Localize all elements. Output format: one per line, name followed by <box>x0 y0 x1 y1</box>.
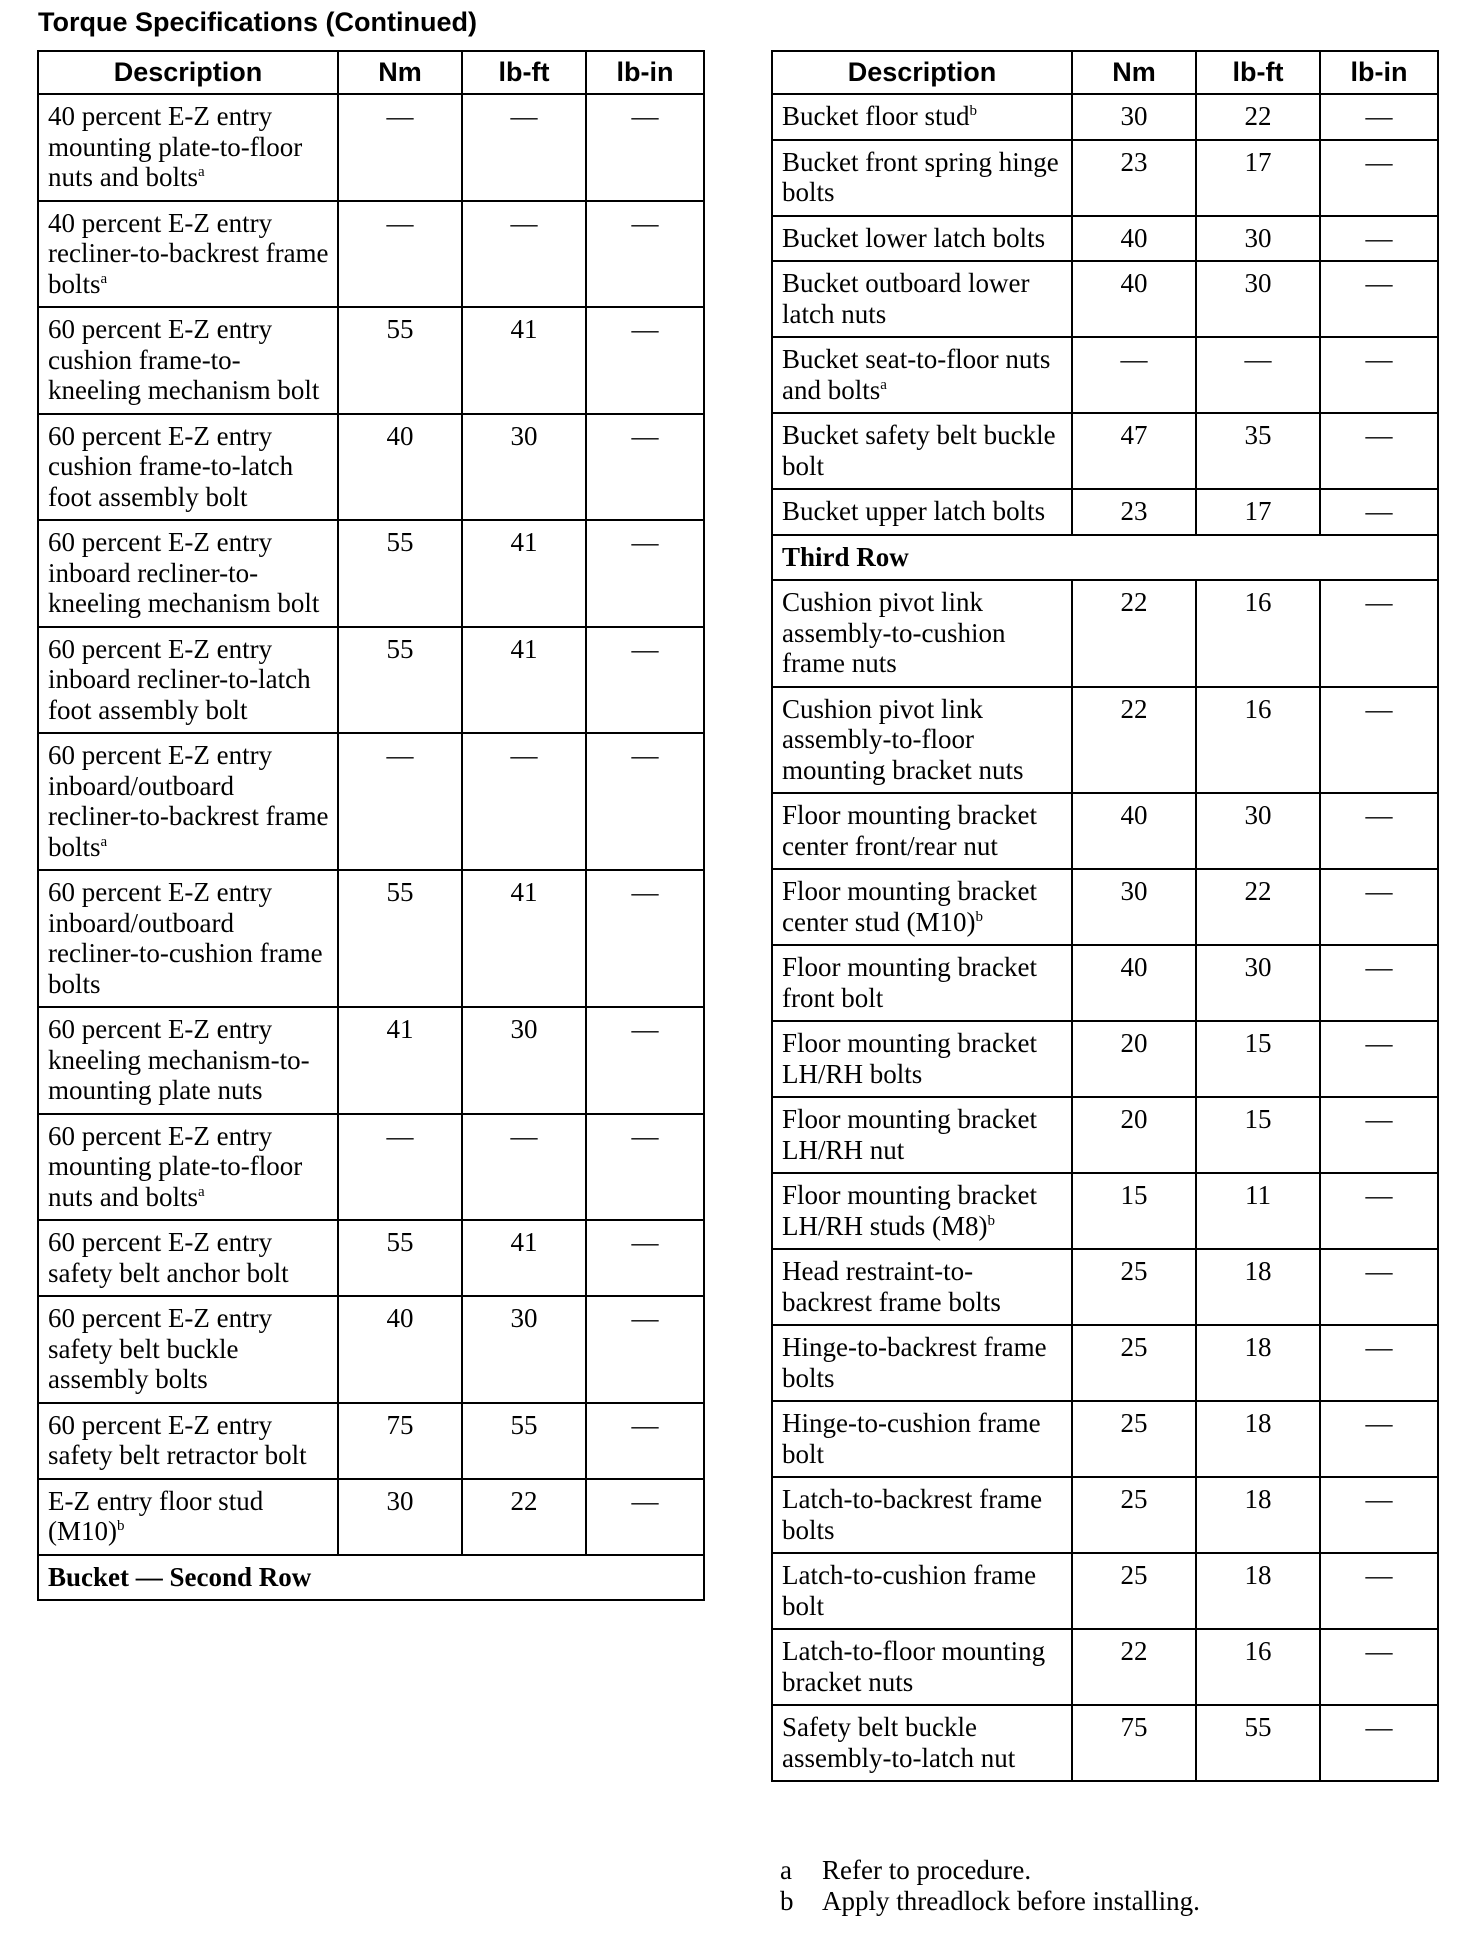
lbin-cell: — <box>1320 1173 1438 1249</box>
lbft-cell: 55 <box>462 1403 586 1479</box>
description-cell <box>38 1007 338 1114</box>
table-row <box>772 216 1438 262</box>
description-text: 60 percent E-Z entry inboard recliner-to-latch foot assembly bolt <box>48 633 311 725</box>
nm-cell: 30 <box>338 1479 462 1555</box>
nm-cell: 55 <box>338 520 462 627</box>
section-row <box>38 1555 704 1601</box>
table-row <box>772 580 1438 687</box>
lbin-cell: — <box>1320 869 1438 945</box>
description-cell <box>772 1477 1072 1553</box>
footnote-ref: b <box>969 103 977 119</box>
lbin-cell: — <box>586 733 704 870</box>
nm-cell: 22 <box>1072 580 1196 687</box>
lbin-cell: — <box>1320 580 1438 687</box>
nm-cell: 40 <box>1072 261 1196 337</box>
description-text: Floor mounting bracket center front/rear nut <box>782 800 1037 861</box>
table-row <box>38 870 704 1007</box>
description-text: Floor mounting bracket LH/RH studs (M8) <box>782 1180 1037 1241</box>
nm-cell: 25 <box>1072 1401 1196 1477</box>
table-row <box>772 1173 1438 1249</box>
description-text: 60 percent E-Z entry inboard/outboard recliner-to-cushion frame bolts <box>48 877 323 999</box>
table-row <box>772 337 1438 413</box>
nm-cell: 55 <box>338 627 462 734</box>
lbin-cell: — <box>1320 1249 1438 1325</box>
lbft-cell: 55 <box>1196 1705 1320 1781</box>
lbin-cell: — <box>1320 1325 1438 1401</box>
lbin-cell: — <box>1320 1629 1438 1705</box>
description-text: 60 percent E-Z entry inboard/outboard recliner-to-backrest frame bolts <box>48 740 329 862</box>
footnote-ref: a <box>198 164 205 180</box>
footnote-ref: a <box>880 376 887 393</box>
description-cell <box>38 627 338 734</box>
description-text: Latch-to-backrest frame bolts <box>782 1484 1043 1545</box>
table-row <box>38 733 704 870</box>
lbft-cell: 30 <box>1196 793 1320 869</box>
column-header-lbin: lb-in <box>586 51 704 94</box>
table-row <box>772 1629 1438 1705</box>
table-row <box>772 1021 1438 1097</box>
lbft-cell: 18 <box>1196 1477 1320 1553</box>
description-text: 60 percent E-Z entry kneeling mechanism-to-mounting plate nuts <box>48 1014 310 1105</box>
description-text: Bucket outboard lower latch nuts <box>782 268 1030 329</box>
lbft-cell: 22 <box>1196 869 1320 945</box>
description-text: 60 percent E-Z entry cushion frame-to-kneeling mechanism bolt <box>48 314 320 405</box>
lbft-cell: 41 <box>462 627 586 734</box>
lbft-cell: 41 <box>462 520 586 627</box>
table-header-row <box>772 51 1438 94</box>
lbin-cell: — <box>1320 140 1438 216</box>
description-text: 60 percent E-Z entry cushion frame-to-latch foot assembly bolt <box>48 420 294 512</box>
description-text: 60 percent E-Z entry safety belt buckle assembly bolts <box>48 1303 273 1394</box>
lbft-cell: 41 <box>462 1220 586 1296</box>
column-header-lbft: lb-ft <box>462 51 586 94</box>
table-row <box>772 1705 1438 1781</box>
footnote-ref: a <box>100 833 108 850</box>
lbin-cell: — <box>1320 94 1438 140</box>
nm-cell: 40 <box>338 1296 462 1403</box>
lbin-cell: — <box>1320 793 1438 869</box>
lbft-cell: 30 <box>462 1296 586 1403</box>
lbft-cell: 35 <box>1196 413 1320 489</box>
nm-cell: 55 <box>338 307 462 414</box>
column-header-lbft: lb-ft <box>1196 51 1320 94</box>
lbin-cell: — <box>586 1479 704 1555</box>
description-cell <box>772 337 1072 413</box>
description-text: Floor mounting bracket center stud (M10) <box>782 876 1037 937</box>
description-cell <box>772 1629 1072 1705</box>
footnote-ref: b <box>987 1212 996 1229</box>
nm-cell: 23 <box>1072 489 1196 535</box>
description-cell <box>38 1114 338 1221</box>
table-row <box>38 1479 704 1555</box>
lbft-cell: 11 <box>1196 1173 1320 1249</box>
lbft-cell: 16 <box>1196 1629 1320 1705</box>
lbft-cell: 18 <box>1196 1401 1320 1477</box>
description-cell <box>772 489 1072 535</box>
description-cell <box>38 1479 338 1555</box>
description-cell <box>38 414 338 521</box>
lbin-cell: — <box>1320 687 1438 794</box>
nm-cell: 20 <box>1072 1097 1196 1173</box>
table-row <box>772 1553 1438 1629</box>
lbin-cell: — <box>1320 1097 1438 1173</box>
torque-table-right-body <box>772 94 1438 1781</box>
nm-cell: 25 <box>1072 1325 1196 1401</box>
lbft-cell: 15 <box>1196 1021 1320 1097</box>
nm-cell: 55 <box>338 870 462 1007</box>
lbft-cell: 41 <box>462 870 586 1007</box>
lbft-cell: 22 <box>1196 94 1320 140</box>
table-row <box>772 869 1438 945</box>
nm-cell: 75 <box>338 1403 462 1479</box>
table-row <box>772 261 1438 337</box>
section-heading: Bucket — Second Row <box>38 1555 704 1601</box>
lbin-cell: — <box>586 307 704 414</box>
description-text: 40 percent E-Z entry recliner-to-backrest frame bolts <box>48 207 329 299</box>
nm-cell: — <box>338 1114 462 1221</box>
description-cell <box>38 201 338 308</box>
lbft-cell: 18 <box>1196 1249 1320 1325</box>
nm-cell: 40 <box>1072 945 1196 1021</box>
description-cell <box>38 520 338 627</box>
description-cell <box>38 94 338 201</box>
description-cell <box>772 1325 1072 1401</box>
nm-cell: — <box>338 201 462 308</box>
lbft-cell: 30 <box>462 1007 586 1114</box>
description-cell <box>772 1173 1072 1249</box>
lbft-cell: 17 <box>1196 489 1320 535</box>
lbin-cell: — <box>586 1296 704 1403</box>
table-row <box>772 1477 1438 1553</box>
nm-cell: — <box>1072 337 1196 413</box>
description-text: Cushion pivot link assembly-to-cushion frame nuts <box>782 587 1006 678</box>
description-text: Bucket upper latch bolts <box>782 496 1046 526</box>
lbft-cell: 30 <box>462 414 586 521</box>
table-row <box>38 414 704 521</box>
description-text: Bucket front spring hinge bolts <box>782 146 1059 207</box>
nm-cell: 40 <box>338 414 462 521</box>
description-cell <box>772 216 1072 262</box>
nm-cell: 30 <box>1072 869 1196 945</box>
lbin-cell: — <box>1320 216 1438 262</box>
table-row <box>772 793 1438 869</box>
lbin-cell: — <box>1320 413 1438 489</box>
torque-table-left <box>37 50 705 1601</box>
description-text: 60 percent E-Z entry mounting plate-to-floor nuts and bolts <box>48 1120 303 1212</box>
lbft-cell: — <box>462 94 586 201</box>
description-cell <box>38 1296 338 1403</box>
section-row <box>772 535 1438 581</box>
description-cell <box>772 945 1072 1021</box>
table-row <box>772 687 1438 794</box>
description-text: 60 percent E-Z entry inboard recliner-to-kneeling mechanism bolt <box>48 527 320 618</box>
table-row <box>772 1249 1438 1325</box>
description-text: Latch-to-cushion frame bolt <box>782 1560 1037 1621</box>
description-cell <box>772 1021 1072 1097</box>
lbin-cell: — <box>586 870 704 1007</box>
description-text: Floor mounting bracket LH/RH nut <box>782 1104 1037 1165</box>
description-text: Head restraint-to-backrest frame bolts <box>782 1256 1001 1317</box>
lbin-cell: — <box>1320 1553 1438 1629</box>
lbft-cell: — <box>1196 337 1320 413</box>
lbin-cell: — <box>586 94 704 201</box>
table-row <box>38 1114 704 1221</box>
column-header-lbin: lb-in <box>1320 51 1438 94</box>
nm-cell: 15 <box>1072 1173 1196 1249</box>
nm-cell: 75 <box>1072 1705 1196 1781</box>
column-header-nm: Nm <box>1072 51 1196 94</box>
table-row <box>38 520 704 627</box>
table-header-row <box>38 51 704 94</box>
nm-cell: 23 <box>1072 140 1196 216</box>
lbin-cell: — <box>586 1114 704 1221</box>
nm-cell: 41 <box>338 1007 462 1114</box>
torque-table-right <box>771 50 1439 1782</box>
description-cell <box>772 1553 1072 1629</box>
lbin-cell: — <box>586 201 704 308</box>
table-row <box>772 140 1438 216</box>
description-cell <box>772 94 1072 140</box>
description-cell <box>772 261 1072 337</box>
description-text: 40 percent E-Z entry mounting plate-to-floor nuts and bolts <box>48 101 303 192</box>
footnotes <box>780 1855 1200 1917</box>
lbft-cell: 30 <box>1196 945 1320 1021</box>
lbin-cell: — <box>586 520 704 627</box>
description-cell <box>772 793 1072 869</box>
description-cell <box>772 140 1072 216</box>
description-text: Bucket seat-to-floor nuts and bolts <box>782 344 1051 405</box>
footnote-key: b <box>780 1886 794 1916</box>
nm-cell: 40 <box>1072 216 1196 262</box>
description-text: Floor mounting bracket front bolt <box>782 952 1037 1013</box>
description-text: Bucket floor stud <box>782 101 970 131</box>
lbin-cell: — <box>586 627 704 734</box>
description-cell <box>772 1705 1072 1781</box>
lbin-cell: — <box>1320 1021 1438 1097</box>
table-row <box>772 1097 1438 1173</box>
torque-table-left-body <box>38 94 704 1600</box>
description-cell <box>772 580 1072 687</box>
footnote-b <box>780 1886 1200 1917</box>
table-row <box>38 201 704 308</box>
description-cell <box>772 687 1072 794</box>
description-cell <box>38 1403 338 1479</box>
table-row <box>38 1403 704 1479</box>
lbin-cell: — <box>586 1220 704 1296</box>
nm-cell: 22 <box>1072 1629 1196 1705</box>
nm-cell: 40 <box>1072 793 1196 869</box>
table-row <box>772 413 1438 489</box>
description-cell <box>38 870 338 1007</box>
lbft-cell: 30 <box>1196 216 1320 262</box>
footnote-a <box>780 1855 1200 1886</box>
lbft-cell: 22 <box>462 1479 586 1555</box>
lbft-cell: 17 <box>1196 140 1320 216</box>
lbin-cell: — <box>1320 337 1438 413</box>
description-text: Bucket lower latch bolts <box>782 222 1046 253</box>
table-row <box>772 945 1438 1021</box>
lbin-cell: — <box>1320 1705 1438 1781</box>
nm-cell: 22 <box>1072 687 1196 794</box>
table-row <box>38 94 704 201</box>
description-cell <box>38 307 338 414</box>
lbft-cell: 16 <box>1196 580 1320 687</box>
description-cell <box>772 413 1072 489</box>
description-cell <box>772 1249 1072 1325</box>
lbft-cell: — <box>462 733 586 870</box>
nm-cell: 47 <box>1072 413 1196 489</box>
lbin-cell: — <box>1320 1401 1438 1477</box>
nm-cell: 25 <box>1072 1477 1196 1553</box>
lbft-cell: 15 <box>1196 1097 1320 1173</box>
lbft-cell: — <box>462 1114 586 1221</box>
footnote-text: Refer to procedure. <box>822 1855 1032 1885</box>
lbin-cell: — <box>586 1007 704 1114</box>
table-row <box>38 307 704 414</box>
nm-cell: 20 <box>1072 1021 1196 1097</box>
footnote-ref: b <box>117 1518 125 1534</box>
description-text: Cushion pivot link assembly-to-floor mounting bracket nuts <box>782 693 1024 785</box>
table-row <box>772 94 1438 140</box>
description-text: 60 percent E-Z entry safety belt anchor bolt <box>48 1227 289 1288</box>
description-text: Latch-to-floor mounting bracket nuts <box>782 1636 1046 1697</box>
lbin-cell: — <box>586 414 704 521</box>
description-text: Floor mounting bracket LH/RH bolts <box>782 1028 1037 1089</box>
column-header-description: Description <box>772 51 1072 94</box>
lbin-cell: — <box>1320 945 1438 1021</box>
nm-cell: 55 <box>338 1220 462 1296</box>
nm-cell: — <box>338 733 462 870</box>
nm-cell: 25 <box>1072 1249 1196 1325</box>
table-row <box>772 1325 1438 1401</box>
lbft-cell: 18 <box>1196 1553 1320 1629</box>
footnote-ref: a <box>198 1183 205 1200</box>
description-cell <box>772 1097 1072 1173</box>
description-text: Hinge-to-cushion frame bolt <box>782 1408 1041 1469</box>
footnote-text: Apply threadlock before installing. <box>822 1886 1200 1916</box>
footnote-key: a <box>780 1855 792 1885</box>
table-row <box>772 489 1438 535</box>
section-heading: Third Row <box>772 535 1438 581</box>
nm-cell: 30 <box>1072 94 1196 140</box>
lbft-cell: 18 <box>1196 1325 1320 1401</box>
description-text: 60 percent E-Z entry safety belt retractor bolt <box>48 1409 307 1470</box>
column-header-description: Description <box>38 51 338 94</box>
description-text: Hinge-to-backrest frame bolts <box>782 1332 1047 1393</box>
table-row <box>772 1401 1438 1477</box>
lbft-cell: — <box>462 201 586 308</box>
description-cell <box>38 1220 338 1296</box>
description-text: Bucket safety belt buckle bolt <box>782 420 1056 481</box>
table-row <box>38 627 704 734</box>
description-cell <box>772 1401 1072 1477</box>
description-text: E-Z entry floor stud (M10) <box>48 1485 264 1546</box>
column-header-nm: Nm <box>338 51 462 94</box>
nm-cell: — <box>338 94 462 201</box>
description-cell <box>772 869 1072 945</box>
nm-cell: 25 <box>1072 1553 1196 1629</box>
lbft-cell: 30 <box>1196 261 1320 337</box>
lbin-cell: — <box>1320 489 1438 535</box>
lbft-cell: 41 <box>462 307 586 414</box>
lbin-cell: — <box>1320 261 1438 337</box>
footnote-ref: b <box>975 908 983 925</box>
lbin-cell: — <box>1320 1477 1438 1553</box>
description-text: Safety belt buckle assembly-to-latch nut <box>782 1712 1016 1773</box>
description-cell <box>38 733 338 870</box>
lbin-cell: — <box>586 1403 704 1479</box>
footnote-ref: a <box>100 270 108 287</box>
table-row <box>38 1296 704 1403</box>
lbft-cell: 16 <box>1196 687 1320 794</box>
table-row <box>38 1007 704 1114</box>
page-title: Torque Specifications (Continued) <box>38 7 478 37</box>
table-row <box>38 1220 704 1296</box>
